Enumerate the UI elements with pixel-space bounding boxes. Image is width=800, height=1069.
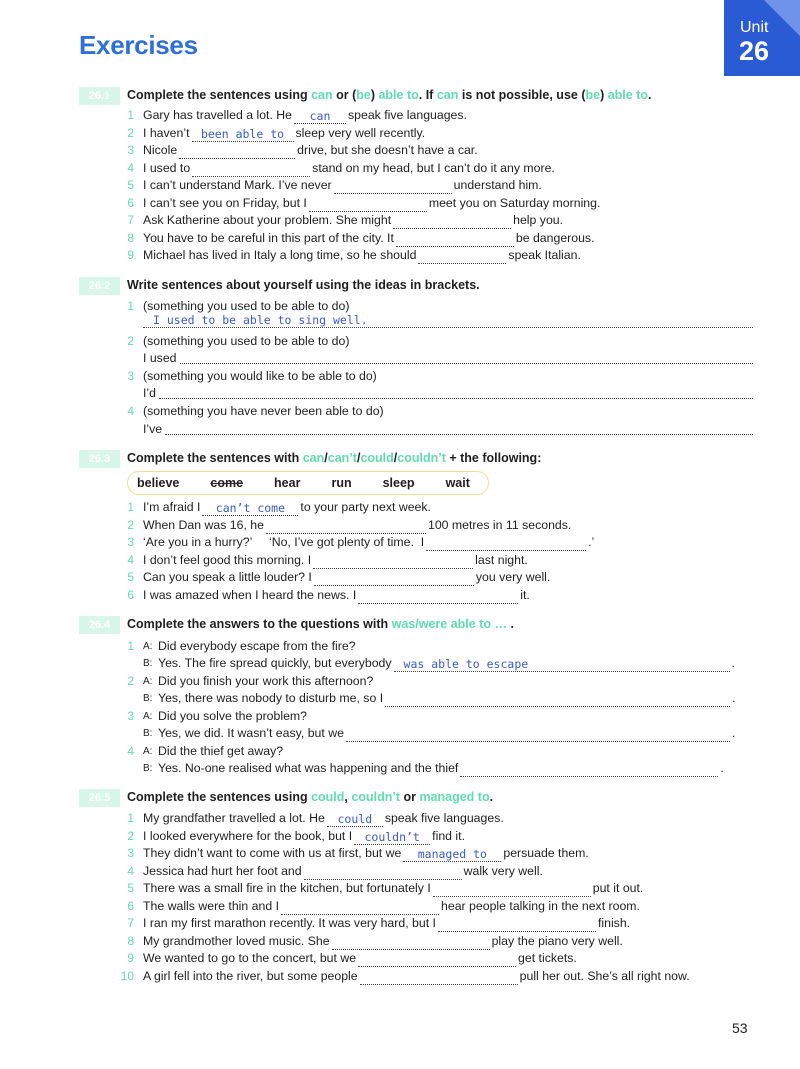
answer-blank[interactable] [360, 972, 518, 985]
exercise-badge-26-3: 26.3 [79, 450, 120, 468]
exercise-item: 4 I don’t feel good this morning. I last night. [127, 553, 528, 567]
answer-blank[interactable] [418, 251, 506, 264]
answer-blank[interactable] [313, 556, 473, 569]
answer-blank[interactable] [266, 521, 426, 534]
exercise-item: 8 My grandmother loved music. She play the piano very well. [127, 934, 623, 948]
exercise-item: 6 I was amazed when I heard the news. I it. [127, 588, 530, 602]
word-box-item: sleep [382, 476, 415, 490]
exercise-item: 4 A: Did the thief get away? [127, 744, 284, 758]
exercise-item: 4 (something you have never been able to do) [127, 404, 384, 418]
answer-blank[interactable] [393, 216, 511, 229]
exercise-item: 5 There was a small fire in the kitchen, but fortunately I put it out. [127, 881, 644, 895]
answer-blank[interactable] [179, 146, 295, 159]
answer-blank[interactable] [358, 954, 516, 967]
exercise-item: 2 (something you used to be able to do) [127, 334, 350, 348]
exercise-item: 1 (something you used to be able to do) [127, 299, 350, 313]
exercise-instruction-26-3: Complete the sentences with can/can’t/could/couldn’t + the following: [127, 451, 542, 465]
answer-blank[interactable]: can [294, 111, 346, 124]
answer-row: B: Yes. The fire spread quickly, but everybody was able to escape . [143, 656, 735, 671]
answer-blank[interactable]: was able to escape [394, 659, 730, 672]
exercise-instruction-26-2: Write sentences about yourself using the ideas in brackets. [127, 278, 480, 292]
answer-blank[interactable] [304, 867, 462, 880]
answer-line[interactable] [165, 421, 753, 435]
word-box [127, 471, 489, 495]
exercise-item: 9 We wanted to go to the concert, but we get tickets. [127, 951, 577, 965]
exercise-item: 7 Ask Katherine about your problem. She might help you. [127, 213, 564, 227]
exercise-item: 1 I’m afraid I can’t come to your party next week. [127, 500, 431, 515]
answer-blank[interactable] [334, 181, 452, 194]
exercise-item: 1 Gary has travelled a lot. He can speak five languages. [127, 108, 467, 123]
unit-number: 26 [739, 36, 770, 66]
exercise-item: 5 Can you speak a little louder? I you very well. [127, 570, 551, 584]
exercise-badge-26-4: 26.4 [79, 616, 120, 634]
exercise-item: 10 A girl fell into the river, but some people pull her out. She’s all right now. [120, 969, 690, 983]
exercise-item: 4 I used to stand on my head, but I can’t do it any more. [127, 161, 555, 175]
exercise-item: 9 Michael has lived in Italy a long time, so he should speak Italian. [127, 248, 581, 262]
answer-blank[interactable]: managed to [403, 849, 501, 862]
answer-row: I’ve [143, 422, 163, 436]
exercise-item: 8 You have to be careful in this part of the city. It be dangerous. [127, 231, 595, 245]
page-title: Exercises [79, 30, 198, 60]
answer-line[interactable] [159, 385, 753, 399]
exercise-item: 5 I can’t understand Mark. I’ve never understand him. [127, 178, 542, 192]
word-box-item-used: come [210, 476, 244, 490]
answer-line[interactable]: I used to be able to sing well. [143, 314, 753, 328]
answer-blank[interactable]: can’t come [202, 503, 298, 516]
exercise-item: 2 A: Did you finish your work this afternoon? [127, 674, 374, 688]
exercise-item: 6 I can’t see you on Friday, but I meet you on Saturday morning. [127, 196, 601, 210]
unit-tab [724, 0, 800, 76]
exercise-item: 4 Jessica had hurt her foot and walk very well. [127, 864, 543, 878]
exercise-item: 3 ‘Are you in a hurry?’ ‘No, I’ve got plenty of time. I .’ [127, 535, 595, 549]
word-box-item: wait [445, 476, 470, 490]
exercise-item: 1 A: Did everybody escape from the fire? [127, 639, 356, 653]
exercise-item: 2 When Dan was 16, he 100 metres in 11 seconds. [127, 518, 572, 532]
exercise-instruction-26-4: Complete the answers to the questions with was/were able to … . [127, 617, 514, 631]
unit-tab-corner [764, 0, 800, 36]
exercise-badge-26-1: 26.1 [79, 87, 120, 105]
exercise-item: 3 A: Did you solve the problem? [127, 709, 308, 723]
exercise-item: 6 The walls were thin and I hear people talking in the next room. [127, 899, 640, 913]
answer-blank[interactable] [358, 591, 518, 604]
word-box-item: run [331, 476, 352, 490]
word-box-item: believe [137, 476, 180, 490]
answer-blank[interactable] [433, 884, 591, 897]
answer-row: B: Yes. No-one realised what was happening and the thief . [143, 761, 724, 775]
answer-blank[interactable] [460, 764, 718, 777]
answer-blank[interactable] [332, 937, 490, 950]
answer-blank[interactable] [426, 538, 586, 551]
answer-blank[interactable] [396, 234, 514, 247]
answer-blank[interactable] [385, 694, 730, 707]
answer-blank[interactable] [192, 164, 310, 177]
exercise-item: 3 (something you would like to be able to do) [127, 369, 377, 383]
exercise-item: 7 I ran my first marathon recently. It was very hard, but I finish. [127, 916, 631, 930]
answer-blank[interactable]: could [327, 814, 383, 827]
answer-row: B: Yes, there was nobody to disturb me, so I . [143, 691, 736, 705]
exercise-badge-26-5: 26.5 [79, 789, 120, 807]
answer-blank[interactable] [346, 729, 730, 742]
answer-blank[interactable]: couldn’t [354, 832, 430, 845]
answer-row: I used [143, 351, 177, 365]
answer-blank[interactable] [281, 902, 439, 915]
exercise-instruction-26-5: Complete the sentences using could, couldn’t or managed to. [127, 790, 494, 804]
word-box-item: hear [274, 476, 301, 490]
answer-blank[interactable] [438, 919, 596, 932]
exercise-instruction-26-1: Complete the sentences using can or (be) able to. If can is not possible, use (be) able to. [127, 88, 652, 102]
answer-blank[interactable] [314, 573, 474, 586]
exercise-item: 1 My grandfather travelled a lot. He could speak five languages. [127, 811, 504, 826]
answer-blank[interactable]: been able to [192, 129, 294, 142]
exercise-item: 3 Nicole drive, but she doesn’t have a car. [127, 143, 478, 157]
exercise-item: 3 They didn’t want to come with us at first, but we managed to persuade them. [127, 846, 589, 861]
answer-blank[interactable] [309, 199, 427, 212]
unit-label: Unit [740, 19, 769, 36]
answer-row: B: Yes, we did. It wasn’t easy, but we . [143, 726, 736, 740]
exercise-badge-26-2: 26.2 [79, 277, 120, 295]
answer-row: I’d [143, 386, 156, 400]
page-number: 53 [732, 1020, 748, 1036]
exercise-item: 2 I haven’t been able to sleep very well recently. [127, 126, 426, 141]
answer-line[interactable] [180, 350, 753, 364]
exercise-item: 2 I looked everywhere for the book, but I couldn’t find it. [127, 829, 465, 844]
